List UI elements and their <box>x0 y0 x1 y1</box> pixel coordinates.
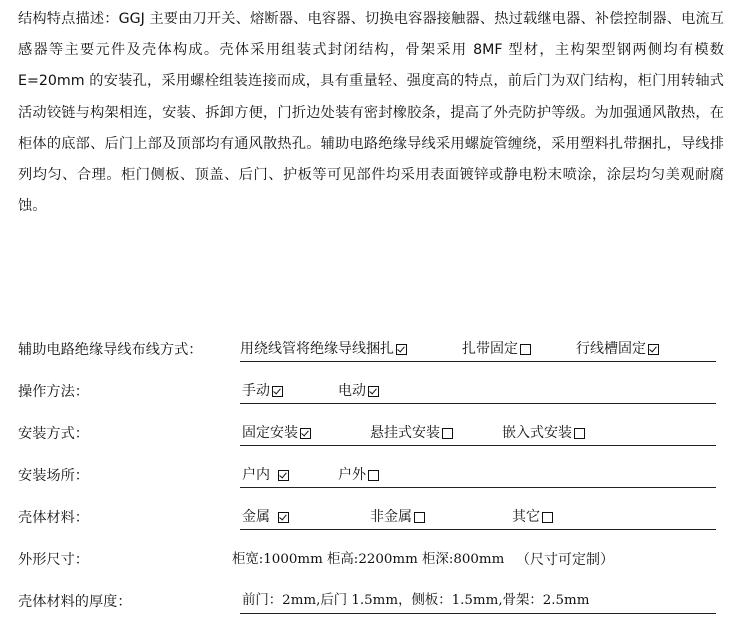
option-label: 户内 <box>242 467 275 483</box>
checkbox-empty-icon[interactable] <box>574 428 585 439</box>
checkbox-checked-icon[interactable] <box>396 344 407 355</box>
label-operation: 操作方法： <box>18 384 89 400</box>
option-non-metal[interactable] <box>370 508 425 526</box>
option-label: 电动 <box>338 383 366 399</box>
value-thickness <box>240 589 716 614</box>
option-hanging-install[interactable] <box>370 424 453 442</box>
dimensions-value: 柜宽:1000mm 柜高:2200mm 柜深:800mm <box>232 552 505 567</box>
label-dimensions: 外形尺寸： <box>18 552 89 568</box>
option-cable-tie[interactable] <box>462 340 531 358</box>
structure-description: 结构特点描述：GGJ 主要由刀开关、熔断器、电容器、切换电容器接触器、热过载继电器、补偿控制器、电流互感器等主要元件及壳体构成。壳体采用组装式封闭结构，骨架采用 8MF 型材，主构架型钢两侧均有模数 E=20mm 的安装孔，采用螺栓组装连接而成，具有重量轻、强度高的特点，前后门为双门结构，柜门用转轴式活动铰链与构架相连，安装、拆卸方便，门折边处装有密封橡胶条，提高了外壳防护等级。为加强通风散热，在柜体的底部、后门上部及顶部均有通风散热孔。辅助电路绝缘导线采用螺旋管缠绕，采用塑料扎带捆扎，导线排列均匀、合理。柜门侧板、顶盖、后门、护板等可见部件均采用表面镀锌或静电粉末喷涂，涂层均匀美观耐腐蚀。 <box>18 11 724 215</box>
option-label: 固定安装 <box>242 425 298 441</box>
option-metal[interactable] <box>242 508 289 526</box>
option-label: 非金属 <box>370 509 412 525</box>
option-label: 其它 <box>512 509 540 525</box>
option-label: 悬挂式安装 <box>370 425 440 441</box>
field-install-site <box>18 464 724 488</box>
option-electric[interactable] <box>338 382 379 400</box>
option-label: 用绕线管将绝缘导线捆扎 <box>240 341 394 357</box>
option-manual[interactable] <box>242 382 283 400</box>
field-material <box>18 506 724 530</box>
field-thickness <box>18 590 724 614</box>
option-wire-tube-bundle[interactable] <box>240 340 407 358</box>
checkbox-empty-icon[interactable] <box>414 512 425 523</box>
option-label: 金属 <box>242 509 275 525</box>
checkbox-checked-icon[interactable] <box>278 470 289 481</box>
value-install-method <box>240 421 716 446</box>
option-label: 手动 <box>242 383 270 399</box>
value-dimensions <box>232 548 716 572</box>
value-material <box>240 505 716 530</box>
value-operation <box>240 379 716 404</box>
field-wiring <box>18 338 724 362</box>
checkbox-checked-icon[interactable] <box>368 386 379 397</box>
option-label: 行线槽固定 <box>576 341 646 357</box>
option-label: 嵌入式安装 <box>502 425 572 441</box>
checkbox-empty-icon[interactable] <box>542 512 553 523</box>
dimensions-note: （尺寸可定制） <box>516 552 614 568</box>
option-indoor[interactable] <box>242 466 289 484</box>
checkbox-empty-icon[interactable] <box>520 344 531 355</box>
value-install-site <box>240 463 716 488</box>
label-thickness: 壳体材料的厚度： <box>18 594 132 610</box>
checkbox-checked-icon[interactable] <box>300 428 311 439</box>
label-install-site: 安装场所： <box>18 468 89 484</box>
label-material: 壳体材料： <box>18 510 89 526</box>
checkbox-checked-icon[interactable] <box>272 386 283 397</box>
field-install-method <box>18 422 724 446</box>
option-outdoor[interactable] <box>338 466 379 484</box>
checkbox-empty-icon[interactable] <box>368 470 379 481</box>
option-fixed-install[interactable] <box>242 424 311 442</box>
field-operation <box>18 380 724 404</box>
field-dimensions <box>18 548 724 572</box>
option-other[interactable] <box>512 508 553 526</box>
thickness-value: 前门：2mm,后门 1.5mm，侧板：1.5mm,骨架：2.5mm <box>242 593 590 608</box>
label-install-method: 安装方式： <box>18 426 89 442</box>
option-wire-duct[interactable] <box>576 340 659 358</box>
checkbox-empty-icon[interactable] <box>442 428 453 439</box>
option-embedded-install[interactable] <box>502 424 585 442</box>
value-wiring <box>240 337 716 362</box>
option-label: 户外 <box>338 467 366 483</box>
label-wiring: 辅助电路绝缘导线布线方式： <box>18 342 203 358</box>
option-label: 扎带固定 <box>462 341 518 357</box>
checkbox-checked-icon[interactable] <box>278 512 289 523</box>
checkbox-checked-icon[interactable] <box>648 344 659 355</box>
